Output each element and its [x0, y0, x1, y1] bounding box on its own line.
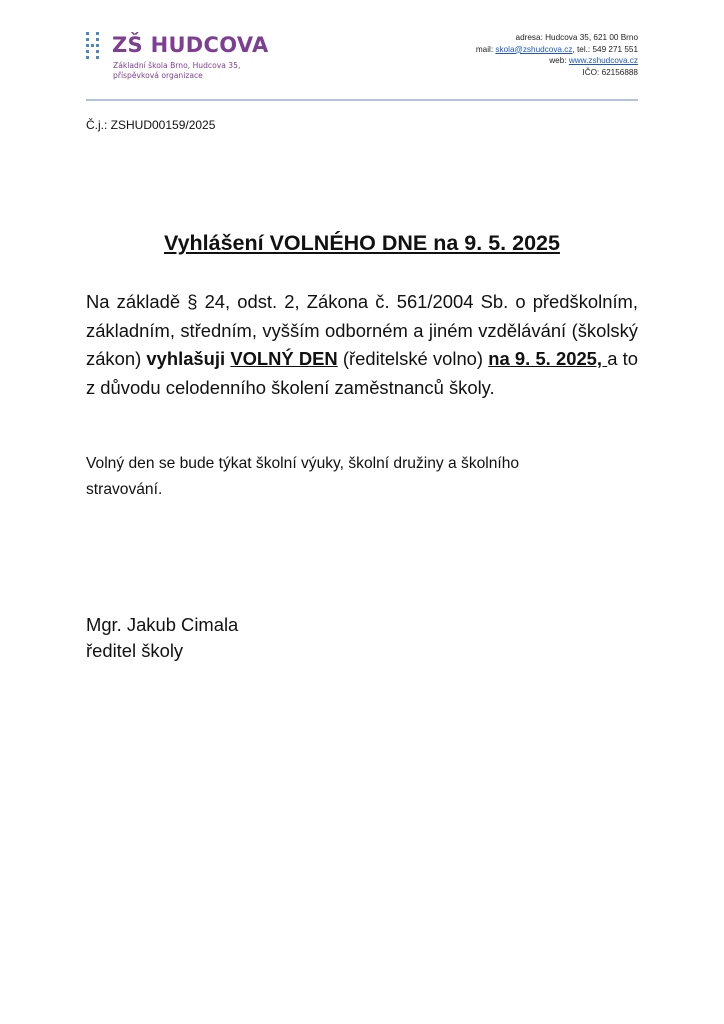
- ico-value: 62156888: [601, 67, 638, 77]
- reference-number: Č.j.: ZSHUD00159/2025: [86, 118, 216, 132]
- paragraph1-date: na 9. 5. 2025,: [488, 348, 608, 370]
- contact-block: [476, 32, 638, 78]
- paragraph1-text-part1: Na základě § 24, odst. 2, Zákona č. 561/2004 Sb. o předškolním, základním, středním, vyšším odborném a jiném vzdělávání (školský zákon): [86, 291, 638, 370]
- tel-value: 549 271 551: [592, 44, 638, 54]
- contact-web: [476, 55, 638, 67]
- header-divider: [86, 99, 638, 101]
- address-label: adresa:: [515, 33, 543, 42]
- contact-ico: [476, 67, 638, 79]
- paragraph1-text-part3: a to z důvodu celodenního školení zaměstnanců školy.: [86, 348, 638, 398]
- paragraph1-bold-declare: vyhlašuji: [146, 348, 226, 370]
- contact-address: [476, 32, 638, 44]
- ico-label: IČO:: [582, 67, 600, 77]
- paragraph1-text-part2: (ředitelské volno): [337, 348, 489, 370]
- school-subtitle: [113, 61, 293, 81]
- web-link[interactable]: www.zshudcova.cz: [568, 56, 638, 66]
- document-title: Vyhlášení VOLNÉHO DNE na 9. 5. 2025: [164, 231, 560, 255]
- contact-mail-tel: [476, 44, 638, 56]
- email-link[interactable]: skola@zshudcova.cz: [495, 44, 573, 54]
- scope-paragraph: Volný den se bude týkat školní výuky, školní družiny a školního stravování.: [86, 455, 520, 498]
- signatory-name: Mgr. Jakub Cimala: [86, 614, 239, 635]
- school-subtitle-line2: příspěvková organizace: [113, 71, 203, 80]
- school-logo-mark-icon: [86, 32, 106, 62]
- announcement-paragraph: [86, 288, 638, 402]
- address-value: Hudcova 35, 621 00 Brno: [545, 33, 638, 42]
- signatory-role: ředitel školy: [86, 640, 184, 661]
- school-subtitle-line1: Základní škola Brno, Hudcova 35,: [113, 61, 241, 70]
- signature-block: [86, 612, 238, 664]
- school-name: ZŠ HUDCOVA: [112, 33, 269, 57]
- paragraph1-day-off: VOLNÝ DEN: [230, 348, 338, 370]
- tel-label: , tel.:: [572, 44, 591, 54]
- mail-label: mail:: [475, 44, 494, 54]
- school-logo: [86, 30, 286, 85]
- web-label: web:: [549, 56, 567, 66]
